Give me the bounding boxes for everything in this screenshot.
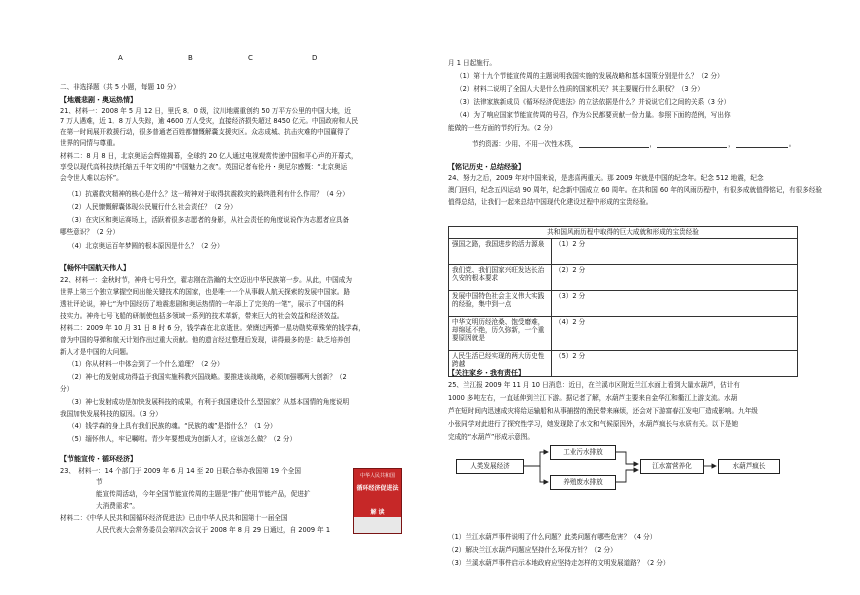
q22-subquestion: （3）神七发射成功是加快发展科技的成果，有利于我国建设什么型国家？从基本国情的角度说明 — [68, 398, 350, 406]
q21-subquestion: （2）人民慷慨解囊体现公民履行什么社会责任？（2 分） — [68, 203, 237, 211]
q22-line: 曾为中国的导弹和航天计划作出过重大贡献。他的遗言经过整理后发现，讲得最多的是：缺乏培养创 — [60, 336, 351, 344]
q23-subquestion: （2）材料二说明了全国人大是什么性质的国家机关？其主要履行什么职权？（3 分） — [456, 85, 704, 93]
table-row — [449, 317, 798, 351]
q23-line: 人民代表大会常务委员会第四次会议于 2008 年 8 月 29 日通过，自 2009 年 1 — [96, 526, 331, 534]
q21-line: 享受以现代高科技烘托缩五千年文明的“中国魅力之夜”。英国记者布伦丹・奥尼尔感慨：“北京奥运 — [60, 163, 348, 171]
part2-heading: 二、非选择题（共 5 小题，每题 10 分） — [60, 83, 180, 91]
flow-arrows — [452, 444, 792, 526]
answer-blank[interactable] — [579, 140, 649, 148]
q21-subquestion: （4）北京奥运百年梦圆的根本原因是什么？（2 分） — [68, 242, 224, 250]
q21-subquestion: （3）在灾区和奥运赛场上，活跃着很多志愿者的身影，从社会责任的角度说说作为志愿者应具备 — [68, 216, 350, 224]
table-cell-answer[interactable]: （1）2 分 — [552, 239, 798, 265]
table-cell-answer[interactable]: （3）2 分 — [552, 291, 798, 317]
q23-subquestion: （1）第十九个节能宣传周的主题说明我国实施的发展战略和基本国策分别是什么？（2 分） — [456, 72, 724, 80]
book-cover-subtitle: 解 读 — [370, 509, 385, 516]
table-cell-answer[interactable]: （2）2 分 — [552, 265, 798, 291]
q25-subquestion: （1）兰江水葫芦事件说明了什么问题？此类问题有哪些危害？（4 分） — [448, 533, 657, 541]
saving-example: 节约资源：少用、不用一次性木筷， ， ， 。 — [472, 140, 796, 148]
book-cover-text: 中华人民共和国 — [359, 473, 395, 479]
table-cell-topic: 中华文明历经沧桑、饱受磨难，却绵延不绝，历久弥新，一个重要原因就是 — [449, 317, 552, 351]
table-row — [449, 351, 798, 377]
q23-subquestion: （4）为了响应国家节能宣传周的号召，作为公民都要贡献一份力量。参照下面的范例，写出你 — [456, 111, 731, 119]
flow-arrow — [616, 470, 638, 482]
section-title-energy: 【节能宣传・循环经济】 — [60, 455, 137, 463]
flow-arrow — [540, 466, 548, 482]
table-cell-topic: 发展中国特色社会主义伟大实践的经验，集中到一点 — [449, 291, 552, 317]
q22-line: 世界上第三个独立掌握空间出舱关键技术的国家，也是唯一一个从事载人航天探索的发展中国家。路 — [60, 288, 351, 296]
q25-line: 1000 多吨左右，一直延伸到兰江下游。据记者了解，水葫芦主要来自金华江和衢江上游支流。水葫 — [448, 394, 738, 402]
flow-box-hyacinth-growth: 水葫芦疯长 — [718, 459, 780, 474]
option-d: D — [312, 54, 318, 62]
q24-line: 值得总结，让我们一起来总结中国现代化建设过程中形成的宝贵经验。 — [448, 198, 653, 206]
flow-arrow — [524, 452, 548, 466]
q22-line: 新人才是中国的大问题。 — [60, 348, 133, 356]
q23-subquestion: 能做的一些方面的节约行为。（2 分） — [448, 124, 557, 132]
section-title-earthquake: 【地震悲剧・奥运热情】 — [60, 96, 137, 104]
q24-line: 澳门回归，纪念五四运动 90 周年，纪念新中国成立 60 周年。在共和国 60 年的风雨历程中，有很多成就值得铭记，有很多经验 — [448, 186, 823, 194]
option-a: A — [118, 54, 123, 62]
book-cover-title: 循环经济促进法 — [356, 485, 399, 492]
table-row — [449, 265, 798, 291]
q25-subquestion: （2）解决兰江水葫芦问题应坚持什么环保方针？（2 分） — [448, 546, 617, 554]
q22-subquestion: 我国加快发展科技的原因。（3 分） — [60, 410, 162, 418]
flow-arrow — [616, 452, 638, 464]
q25-line: 芦在短时间内迅速成灾将给运输船和从事捕捞的渔民带来麻烦，还会对下游富春江发电厂造成影响。九年级 — [448, 407, 758, 415]
table-header-row — [449, 227, 798, 239]
q24-line: 24、努力之后，2009 年对中国来说，是悲喜两重天。那 2009 年就是中国的纪念年。纪念 512 地震，纪念 — [448, 174, 764, 182]
q21-line: 21、材料一：2008 年 5 月 12 日，里氏 8．0 级，汶川地震重创约 50 万平方公里的中国大地，近 — [60, 107, 351, 115]
q22-subquestion: （1）你从材料一中体会到了一个什么道理？（2 分） — [68, 360, 224, 368]
q22-subquestion: 分） — [60, 385, 74, 393]
q23-cont-line: 月 1 日起施行。 — [448, 59, 496, 67]
q23-line: 能宣传周活动，今年全国节能宣传周的主题是“推广使用节能产品，促进扩 — [96, 490, 311, 498]
q21-line: 材料二：8 月 8 日，北京奥运会辉煌揭幕，全球约 20 亿人通过电视观赏传递中国和平心声的开幕式， — [60, 152, 358, 160]
q22-subquestion: （2）神七的发射成功得益于我国实施科教兴国战略。要推进该战略，必须加强哪两大创新？（2 — [68, 373, 347, 381]
table-row — [449, 239, 798, 265]
flow-box-economy: 人类发展经济 — [456, 459, 524, 474]
q25-line: 小张同学对此进行了探究性学习，她发现除了水文和气候原因外，水葫芦疯长与水质有关。以下是她 — [448, 420, 739, 428]
flow-box-eutrophication: 江水富营养化 — [640, 459, 704, 474]
table-cell-answer[interactable]: （4）2 分 — [552, 317, 798, 351]
water-hyacinth-flow-diagram — [452, 444, 792, 526]
q22-line: 材料二：2009 年 10 月 31 日 8 时 6 分，钱学森在北京逝世。荣膺过两弹一星功勋奖章殊荣的钱学森， — [60, 324, 365, 332]
q23-line: 大消费需求”。 — [96, 502, 139, 510]
table-cell-topic: 强国之路，我国进步的活力源泉 — [449, 239, 552, 265]
saving-example-label: 节约资源：少用、不用一次性木筷， — [472, 140, 578, 148]
q22-line: 透社评论说，神七“为中国经历了地震悲剧和奥运热情的一年添上了完美的一笔”，展示了中国的科 — [60, 300, 344, 308]
flow-box-farming-wastewater: 养殖废水排放 — [550, 475, 616, 490]
q22-line: 22、材料一：金秋时节，神舟七号升空，翟志刚在浩瀚的太空迈出中华民族第一步。从此，中国成为 — [60, 276, 352, 284]
table-row — [449, 291, 798, 317]
section-title-history: 【铭记历史・总结经验】 — [448, 163, 525, 171]
q25-line: 25、兰江报 2009 年 11 月 10 日消息：近日，在兰溪市区附近兰江水面上看到大量水葫芦，估计有 — [448, 381, 740, 389]
book-cover-band — [354, 517, 401, 533]
section-title-aerospace: 【畅怀中国航天伟人】 — [60, 264, 130, 272]
achievements-table — [448, 226, 798, 377]
option-b: B — [188, 54, 193, 62]
flow-box-industrial-wastewater: 工业污水排放 — [550, 445, 616, 460]
q21-line: 7 万人遇难，近 1．8 万人失踪，逾 4600 万人受灾，直接经济损失超过 8450 亿元。中国政府和人民 — [60, 117, 359, 125]
section-title-hometown: 【关注家乡・我有责任】 — [448, 369, 525, 377]
table-cell-answer[interactable]: （5）2 分 — [552, 351, 798, 377]
table-cell-topic: 我们党、我们国家兴旺发达长治久安的根本要求 — [449, 265, 552, 291]
option-c: C — [248, 54, 253, 62]
q23-line: 节 — [96, 478, 103, 486]
q21-subquestion: 哪些意识？（2 分） — [60, 228, 120, 236]
q22-subquestion: （4）钱学森的身上具有我们民族的魂。“民族的魂”是指什么？（1 分） — [68, 422, 277, 430]
answer-blank[interactable] — [736, 140, 788, 148]
q21-line: 在第一时间展开救援行动，很多普通老百姓都慷慨解囊支援灾区。众志成城、抗击灾难的中国赢得了 — [60, 128, 351, 136]
answer-blank[interactable] — [657, 140, 727, 148]
q23-line: 材料二：《中华人民共和国循环经济促进法》已由中华人民共和国第十一届全国 — [60, 514, 288, 522]
q21-subquestion: （1）抗震救灾精神的核心是什么？这一精神对于取得抗震救灾的最终胜利有什么作用？（4 分） — [68, 190, 349, 198]
q22-line: 技实力。神舟七号飞船的研制使包括多领域一系列的技术革新，带来巨大的社会效益和经济效益。 — [60, 312, 344, 320]
q23-line: 23、 材料一：14 个部门于 2009 年 6 月 14 至 20 日联合举办我国第 19 个全国 — [60, 467, 301, 475]
q21-line: 会令世人难以忘怀”。 — [60, 174, 123, 182]
table-header: 共和国风雨历程中取得的巨大成就和形成的宝贵经验 — [449, 227, 798, 239]
q25-line: 完成的“水葫芦”形成示意图。 — [448, 433, 534, 441]
table-cell-topic: 人民生活已经实现的两大历史性跨越 — [449, 351, 552, 377]
q25-subquestion: （3）兰溪水葫芦事件启示本地政府应坚持走怎样的文明发展道路？（2 分） — [448, 559, 670, 567]
q22-subquestion: （5）缅怀伟人，牢记嘱咐。青少年要想成为创新人才，应该怎么做？（2 分） — [68, 435, 297, 443]
law-book-cover-image — [353, 468, 402, 534]
q23-subquestion: （3）法律家族新成员《循环经济促进法》的立法依据是什么？并说说它们之间的关系（3 分） — [456, 98, 731, 106]
q21-line: 世界的同情与尊重。 — [60, 139, 120, 147]
